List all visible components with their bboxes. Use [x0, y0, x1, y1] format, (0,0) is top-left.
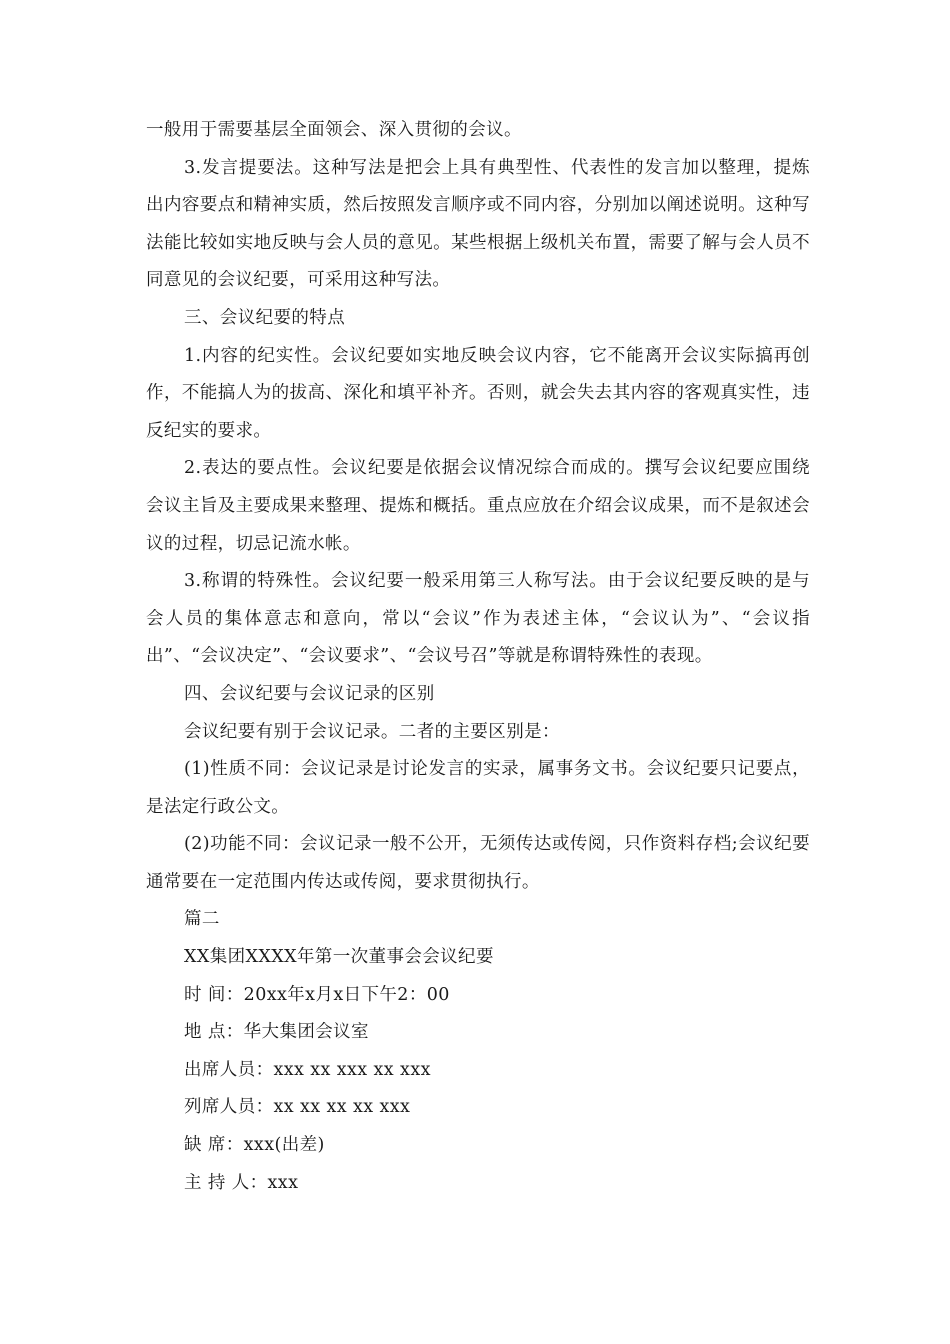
attendees: 出席人员：xxx xx xxx xx xxx [184, 1059, 431, 1080]
paragraph: 3.称谓的特殊性。会议纪要一般采用第三人称写法。由于会议纪要反映的是与会人员的集体意志和意向，常以“会议”作为表述主体，“会议认为”、“会议指出”、“会议决定”、“会议要求”、“会议号召”等就是称谓特殊性的表现。 [146, 571, 810, 667]
paragraph: 2.表达的要点性。会议纪要是依据会议情况综合而成的。撰写会议纪要应围绕会议主旨及主要成果来整理、提炼和概括。重点应放在介绍会议成果，而不是叙述会议的过程，切忌记流水帐。 [146, 458, 810, 554]
section-heading: 篇二 [184, 909, 220, 930]
absentees: 缺 席：xxx(出差) [184, 1135, 325, 1156]
section-heading: 三、会议纪要的特点 [184, 307, 346, 328]
observers: 列席人员：xx xx xx xx xxx [184, 1097, 411, 1118]
meeting-time: 时 间：20xx年x月x日下午2：00 [184, 984, 450, 1005]
paragraph: 会议纪要有别于会议记录。二者的主要区别是： [184, 721, 560, 742]
meeting-location: 地 点：华大集团会议室 [184, 1022, 369, 1043]
document-title: XX集团XXXX年第一次董事会会议纪要 [184, 947, 494, 968]
paragraph: (1)性质不同：会议记录是讨论发言的实录，属事务文书。会议纪要只记要点，是法定行政公文。 [146, 759, 810, 817]
paragraph: 一般用于需要基层全面领会、深入贯彻的会议。 [146, 120, 522, 140]
paragraph: 3.发言提要法。这种写法是把会上具有典型性、代表性的发言加以整理，提炼出内容要点和精神实质，然后按照发言顺序或不同内容，分别加以阐述说明。这种写法能比较如实地反映与会人员的意见。某些根据上级机关布置，需要了解与会人员不同意见的会议纪要，可采用这种写法。 [146, 157, 810, 291]
paragraph: 1.内容的纪实性。会议纪要如实地反映会议内容，它不能离开会议实际搞再创作，不能搞人为的拔高、深化和填平补齐。否则，就会失去其内容的客观真实性，违反纪实的要求。 [146, 345, 810, 441]
host: 主 持 人：xxx [184, 1172, 299, 1193]
paragraph: (2)功能不同：会议记录一般不公开，无须传达或传阅，只作资料存档;会议纪要通常要在一定范围内传达或传阅，要求贯彻执行。 [146, 834, 810, 892]
document-body [146, 112, 810, 1202]
section-heading: 四、会议纪要与会议记录的区别 [184, 683, 435, 704]
